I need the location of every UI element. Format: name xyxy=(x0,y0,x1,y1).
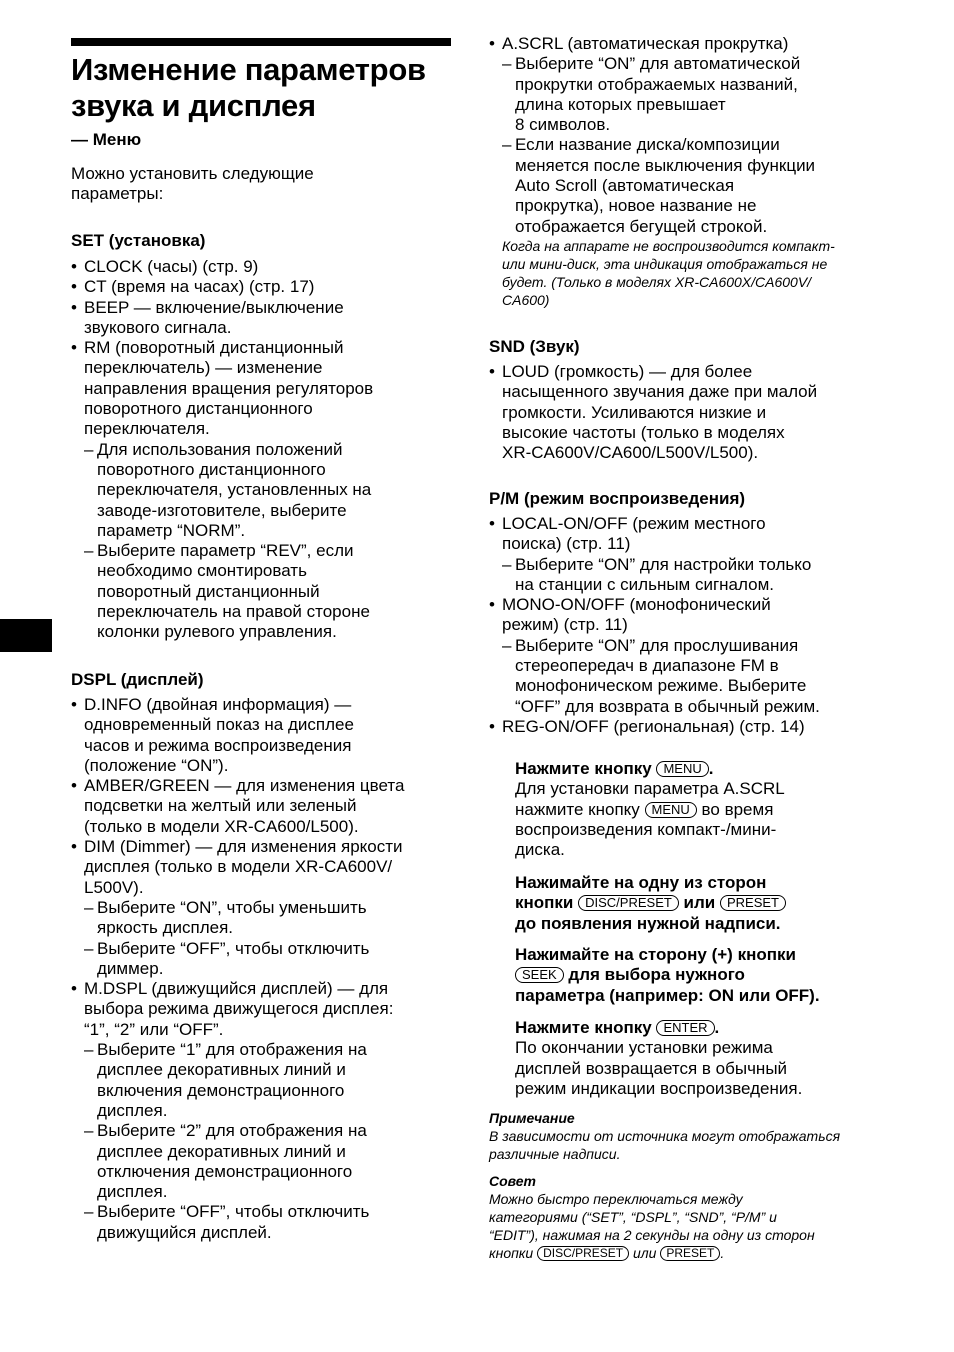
step-1 xyxy=(489,759,881,860)
menu-key: MENU xyxy=(645,802,697,818)
step-4 xyxy=(489,1018,881,1099)
sub-item: – Для использования положений поворотного дистанционного переключателя, установленных на заводе-изготовителе, выберите параметр “NORM”. xyxy=(71,440,453,541)
menu-key: MENU xyxy=(656,761,708,777)
set-section xyxy=(71,231,453,643)
step-3-instruction: Нажимайте на сторону (+) кнопки SEEK для выбора нужного параметра (например: ON или OFF). xyxy=(515,945,820,1005)
sub-item: – Выберите “ON” для настройки только на станции с сильным сигналом. xyxy=(489,555,881,596)
dspl-section xyxy=(71,670,453,1243)
sub-item: – Выберите “OFF”, чтобы отключить движущийся дисплей. xyxy=(71,1202,453,1243)
sub-item: – Выберите “ON”, чтобы уменьшить яркость дисплея. xyxy=(71,898,453,939)
step-2 xyxy=(489,873,881,934)
section-tab-marker xyxy=(0,619,52,652)
list-item: • MONO-ON/OFF (монофонический режим) (стр. 11) xyxy=(489,595,881,636)
step-1-instruction: Нажмите кнопку MENU . Для установки параметра A.SCRL нажмите кнопку MENU во время воспроизведения компакт-/мини- диска. xyxy=(515,759,785,860)
list-item: • D.INFO (двойная информация) — одновременный показ на дисплее часов и режима воспроизведения (положение “ON”). xyxy=(71,695,453,776)
sub-item: – Выберите параметр “REV”, если необходимо смонтировать поворотный дистанционный переключатель на правой стороне колонки рулевого управления. xyxy=(71,541,453,642)
step-2-instruction: Нажимайте на одну из сторон кнопки DISC/PRESET или PRESET до появления нужной надписи. xyxy=(515,873,881,934)
list-item: • RM (поворотный дистанционный переключатель) — изменение направления вращения регуляторов поворотного дистанционного переключателя. xyxy=(71,338,453,439)
disc-preset-key: DISC/PRESET xyxy=(537,1246,629,1261)
list-item: • M.DSPL (движущийся дисплей) — для выбора режима движущегося дисплея: “1”, “2” или “OFF”. xyxy=(71,979,453,1040)
enter-key: ENTER xyxy=(656,1020,714,1036)
ascrl-note: Когда на аппарате не воспроизводится компакт- или мини-диск, эта индикация отображаться не будет. (Только в моделях XR-CA600X/CA600V/ CA600) xyxy=(502,237,835,308)
note-heading: Примечание xyxy=(489,1110,575,1126)
sub-item: – Выберите “OFF”, чтобы отключить диммер. xyxy=(71,939,453,980)
preset-key: PRESET xyxy=(720,895,786,911)
pm-heading: P/M (режим воспроизведения) xyxy=(489,489,746,508)
page-subtitle: — Меню xyxy=(71,130,142,149)
intro-text: Можно установить следующие параметры: xyxy=(71,164,314,204)
preset-key: PRESET xyxy=(660,1246,720,1261)
snd-section xyxy=(489,337,881,463)
list-item: • CLOCK (часы) (стр. 9) xyxy=(71,257,453,277)
list-item: • LOUD (громкость) — для более насыщенного звучания даже при малой громкости. Усиливаются низкие и высокие частоты (только в моделях XR-CA600V/CA600/L500V/L500). xyxy=(489,362,881,463)
set-heading: SET (установка) xyxy=(71,231,206,250)
sub-item: – Выберите “ON” для прослушивания стереопередач в диапазоне FM в монофоническом режиме. Выберите “OFF” для возврата в обычный режим. xyxy=(489,636,881,717)
list-item: • BEEP — включение/выключение звукового сигнала. xyxy=(71,298,453,339)
list-item: • LOCAL-ON/OFF (режим местного поиска) (стр. 11) xyxy=(489,514,881,555)
list-item: • A.SCRL (автоматическая прокрутка) xyxy=(489,34,881,54)
seek-key: SEEK xyxy=(515,967,564,983)
tip-block xyxy=(489,1172,881,1262)
page-title xyxy=(71,52,426,124)
note-block xyxy=(489,1109,881,1163)
step-4-instruction: Нажмите кнопку ENTER . По окончании установки режима дисплей возвращается в обычный режим индикации воспроизведения. xyxy=(515,1018,803,1098)
page-title-line-2: звука и дисплея xyxy=(71,88,316,123)
intro-paragraph xyxy=(71,164,453,205)
tip-text: Можно быстро переключаться между категориями (“SET”, “DSPL”, “SND”, “P/M” и “EDIT”), нажимая на 2 секунды на одну из сторон кнопки DISC/PRESET или PRESET . xyxy=(489,1191,815,1261)
list-item: • AMBER/GREEN — для изменения цвета подсветки на желтый или зеленый (только в модели XR-CA600/L500). xyxy=(71,776,453,837)
ascrl-section xyxy=(489,34,881,309)
snd-heading: SND (Звук) xyxy=(489,337,580,356)
sub-item: – Если название диска/композиции меняется после выключения функции Auto Scroll (автоматическая прокрутка), новое название не отображается бегущей строкой. xyxy=(489,135,881,236)
page-title-line-1: Изменение параметров xyxy=(71,52,426,87)
list-item: • DIM (Dimmer) — для изменения яркости дисплея (только в модели XR-CA600V/ L500V). xyxy=(71,837,453,898)
sub-item: – Выберите “1” для отображения на дисплее декоративных линий и включения демонстрационного дисплея. xyxy=(71,1040,453,1121)
dspl-heading: DSPL (дисплей) xyxy=(71,670,204,689)
step-3 xyxy=(489,945,881,1006)
sub-item: – Выберите “ON” для автоматической прокрутки отображаемых названий, длина которых превышает 8 символов. xyxy=(489,54,881,135)
pm-section xyxy=(489,489,881,737)
disc-preset-key: DISC/PRESET xyxy=(578,895,679,911)
sub-item: – Выберите “2” для отображения на дисплее декоративных линий и отключения демонстрационного дисплея. xyxy=(71,1121,453,1202)
note-text: В зависимости от источника могут отображаться различные надписи. xyxy=(489,1128,841,1162)
list-item: • CT (время на часах) (стр. 17) xyxy=(71,277,453,297)
tip-heading: Совет xyxy=(489,1173,537,1189)
title-rule xyxy=(71,38,451,46)
list-item: • REG-ON/OFF (региональная) (стр. 14) xyxy=(489,717,881,737)
